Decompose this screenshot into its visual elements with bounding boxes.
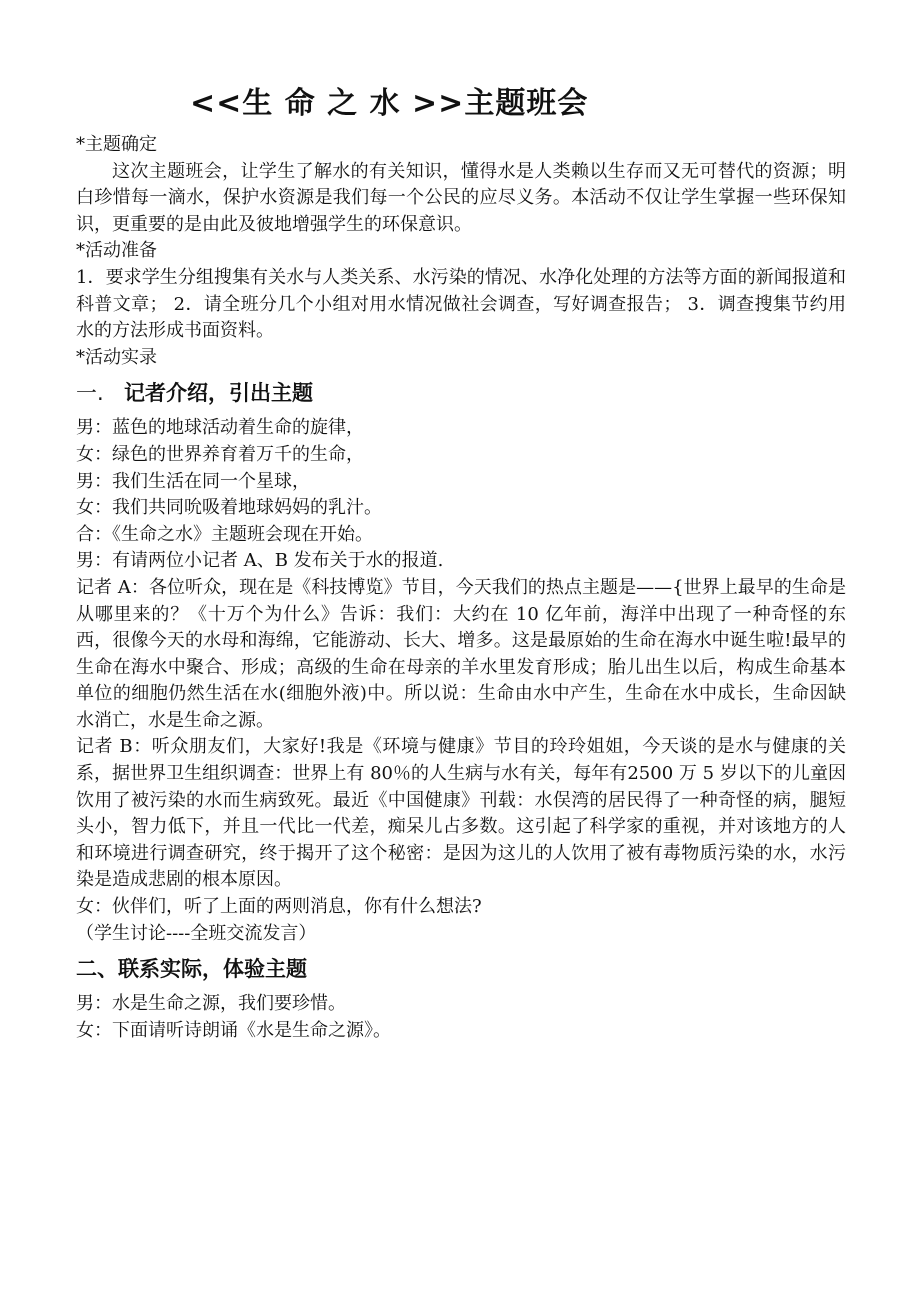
prep-heading: *活动准备 [76, 240, 157, 262]
section-number: 一. [76, 381, 104, 406]
dialogue-line: 女：下面请听诗朗诵《水是生命之源》。 [76, 1019, 391, 1041]
dialogue-line: 男：水是生命之源，我们要珍惜。 [76, 993, 346, 1015]
section-title: 记者介绍，引出主题 [124, 381, 313, 406]
topic-heading: *主题确定 [76, 134, 157, 155]
prep-paragraph: 1．要求学生分组搜集有关水与人类关系、水污染的情况、水净化处理的方法等方面的新闻报道和科普文章； 2．请全班分几个小组对用水情况做社会调查，写好调查报告； 3．调查搜集节约用水的方法形成书面资料。 [76, 266, 846, 342]
dialogue-line: 女：我们共同吮吸着地球妈妈的乳汁。 [76, 497, 382, 519]
reporter-b-paragraph: 记者 B：听众朋友们，大家好!我是《环境与健康》节目的玲玲姐姐，今天谈的是水与健康的关系，据世界卫生组织调查：世界上有 80％的人生病与水有关，每年有2500 万 5 岁以下的儿童因饮用了被污染的水而生病致死。最近《中国健康》刊载：水俣湾的居民得了一种奇怪的病，腿短头小，智力低下，并且一代比一代差，痴呆儿占多数。这引起了科学家的重视，并对该地方的人和环境进行调查研究，终于揭开了这个秘密：是因为这儿的人饮用了被有毒物质污染的水，水污染是造成悲剧的根本原因。 [76, 736, 846, 891]
dialogue-line: 女：伙伴们，听了上面的两则消息，你有什么想法? [76, 896, 482, 918]
discussion-note: （学生讨论----全班交流发言） [76, 922, 317, 944]
dialogue-line: 男：有请两位小记者 A、B 发布关于水的报道. [76, 550, 444, 572]
record-heading: *活动实录 [76, 346, 157, 368]
dialogue-line: 男：蓝色的地球活动着生命的旋律， [76, 417, 364, 439]
page-title: <<生 命 之 水 >>主题班会 [190, 86, 589, 121]
document-body [76, 132, 846, 1044]
dialogue-line: 合：《生命之水》主题班会现在开始。 [76, 523, 373, 545]
section-heading-2: 二、联系实际，体验主题 [76, 957, 307, 982]
reporter-a-paragraph: 记者 A：各位听众，现在是《科技博览》节目，今天我们的热点主题是——{世界上最早的生命是从哪里来的？《十万个为什么》告诉：我们：大约在 10 亿年前，海洋中出现了一种奇怪的东西，很像今天的水母和海绵，它能游动、长大、增多。这是最原始的生命在海水中诞生啦!最早的生命在海水中聚合、形成；高级的生命在母亲的羊水里发育形成；胎儿出生以后，构成生命基本单位的细胞仍然生活在水(细胞外液)中。所以说：生命由水中产生，生命在水中成长，生命因缺水消亡，水是生命之源。 [76, 576, 846, 731]
section-heading-1 [76, 378, 846, 408]
dialogue-line: 女：绿色的世界养育着万千的生命， [76, 443, 364, 465]
topic-paragraph: 这次主题班会，让学生了解水的有关知识，懂得水是人类赖以生存而又无可替代的资源；明白珍惜每一滴水，保护水资源是我们每一个公民的应尽义务。本活动不仅让学生掌握一些环保知识，更重要的是由此及彼地增强学生的环保意识。 [76, 160, 846, 235]
dialogue-line: 男：我们生活在同一个星球， [76, 470, 310, 492]
